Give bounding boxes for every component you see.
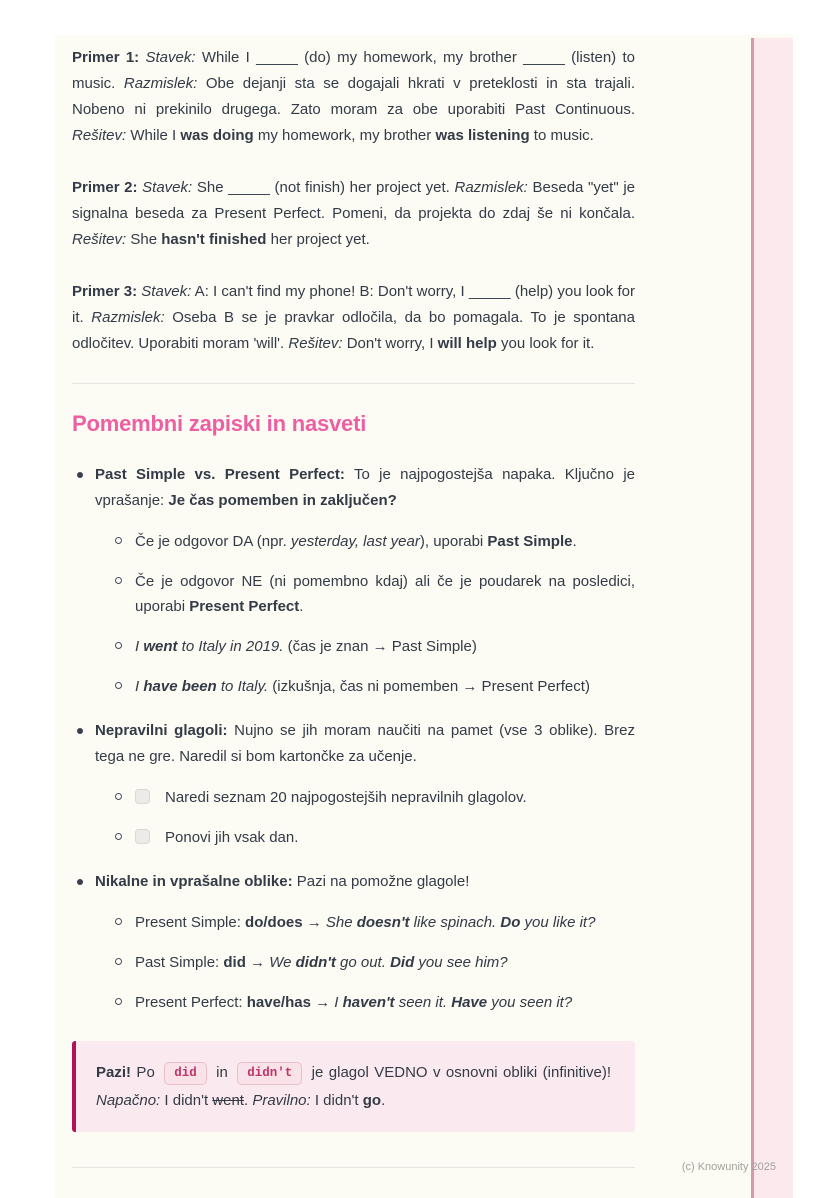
text-segment: Did (390, 954, 415, 971)
text-segment: To je najpogostejša napaka. Ključno je vprašanje: (95, 466, 635, 509)
circle-bullet-icon (115, 682, 122, 689)
text-segment: Stavek: (145, 49, 196, 66)
sub-list-item (95, 910, 635, 935)
text-segment: A: I can't find my phone! B: Don't worry, I _____ (help) you look for it. (72, 283, 635, 326)
code-chip: didn't (237, 1062, 302, 1085)
sub-list-item-text (135, 569, 635, 619)
example-paragraph-2 (72, 175, 635, 253)
sub-list-item-text (135, 634, 635, 659)
list-item-irregular-verbs (72, 718, 635, 850)
text-segment: Past Simple vs. Present Perfect: (95, 466, 345, 483)
sub-list-item-text (135, 674, 635, 699)
text-segment: Do (500, 914, 521, 931)
text-segment: to Italy. (216, 678, 269, 695)
sub-list (95, 529, 635, 699)
circle-bullet-icon (115, 833, 122, 840)
text-segment: Napačno: (96, 1092, 161, 1109)
bullet-icon (77, 472, 83, 478)
sub-list-item (95, 634, 635, 659)
text-segment: Present Perfect: (135, 994, 247, 1011)
text-segment: Don't worry, I (342, 335, 438, 352)
text-segment: Stavek: (141, 283, 192, 300)
text-segment: you like it? (520, 914, 596, 931)
text-segment: you look for it. (496, 335, 595, 352)
text-segment: Pravilno: (252, 1092, 311, 1109)
text-segment: Nepravilni glagoli: (95, 722, 228, 739)
text-segment: Nujno se jih moram naučiti na pamet (vse 3 oblike). Brez tega ne gre. Naredil si bom kartončke za učenje. (95, 722, 635, 765)
text-segment: Primer 1: (72, 49, 140, 66)
text-segment: ), uporabi (419, 533, 488, 550)
text-segment: Razmislek: (454, 179, 528, 196)
text-segment: to Italy in 2019. (177, 638, 284, 655)
text-segment: doesn't (356, 914, 410, 931)
text-segment: . (381, 1092, 386, 1109)
text-segment: go out. (335, 954, 391, 971)
text-segment: went (212, 1092, 244, 1109)
text-segment: (čas je znan → Past Simple) (283, 638, 477, 655)
text-segment: Past Simple: (135, 954, 224, 971)
text-segment: Present Simple: (135, 914, 246, 931)
document-page (55, 35, 793, 1198)
text-segment: I didn't (160, 1092, 213, 1109)
list-item-tense-comparison (72, 462, 635, 699)
text-segment: was doing (180, 127, 254, 144)
footer (72, 1160, 776, 1198)
bullet-icon (77, 728, 83, 734)
text-segment: Pazi! (96, 1064, 132, 1081)
checkbox[interactable] (135, 829, 150, 844)
text-segment: Beseda "yet" je signalna beseda za Present Perfect. Pomeni, da projekta do zdaj še ni končala. (72, 179, 635, 222)
text-segment: Rešitev: (288, 335, 343, 352)
text-segment: I (334, 994, 343, 1011)
text-segment: I (135, 678, 144, 695)
todo-item (95, 785, 635, 810)
circle-bullet-icon (115, 793, 122, 800)
text-segment: Primer 3: (72, 283, 138, 300)
text-segment: We (269, 954, 296, 971)
section-title: Pomembni zapiski in nasveti (72, 411, 367, 436)
sub-list-item (95, 529, 635, 554)
text-segment: go (362, 1092, 382, 1109)
example-paragraph-1 (72, 45, 635, 149)
text-segment: did (223, 954, 246, 971)
text-segment: . (243, 1092, 253, 1109)
document-content (55, 35, 793, 1198)
text-segment: yesterday, last year (290, 533, 420, 550)
circle-bullet-icon (115, 577, 122, 584)
text-segment: Po (131, 1064, 161, 1081)
todo-item-text (165, 785, 635, 810)
text-segment: didn't (295, 954, 336, 971)
text-segment: je glagol VEDNO v osnovni obliki (infinitive)! (306, 1064, 611, 1081)
sub-list-item-text (135, 910, 635, 935)
text-segment: Naredi seznam 20 najpogostejših nepravilnih glagolov. (165, 789, 527, 806)
todo-item (95, 825, 635, 850)
section-divider (72, 383, 635, 384)
text-segment: Obe dejanji sta se dogajali hkrati v preteklosti in sta trajali. Nobeno ni prekinilo drugega. Zato moram za obe uporabiti Past Continuous. (72, 75, 635, 118)
circle-bullet-icon (115, 958, 122, 965)
callout-warning (72, 1041, 635, 1132)
text-segment: was listening (435, 127, 530, 144)
text-segment: Primer 2: (72, 179, 138, 196)
sub-list-item (95, 569, 635, 619)
sub-list-item (95, 674, 635, 699)
text-segment: you see him? (414, 954, 508, 971)
text-segment: (izkušnja, čas ni pomemben → Present Perfect) (268, 678, 590, 695)
callout-text (96, 1059, 611, 1115)
todo-item-text (165, 825, 635, 850)
sub-list (95, 785, 635, 850)
circle-bullet-icon (115, 998, 122, 1005)
text-segment: my homework, my brother (253, 127, 436, 144)
text-segment: She (126, 231, 162, 248)
text-segment: will help (437, 335, 497, 352)
text-segment: like spinach. (409, 914, 501, 931)
circle-bullet-icon (115, 918, 122, 925)
text-segment: Have (451, 994, 488, 1011)
text-segment: Če je odgovor NE (ni pomembno kdaj) ali če je poudarek na posledici, uporabi (135, 573, 635, 615)
example-paragraph-3 (72, 279, 635, 357)
list-item-text (95, 869, 635, 895)
text-segment: → (310, 994, 335, 1011)
text-segment: Razmislek: (123, 75, 198, 92)
text-segment: have/has (246, 994, 311, 1011)
text-segment: Je čas pomemben in zaključen? (168, 492, 397, 509)
text-segment: do/does (245, 914, 303, 931)
text-segment: Če je odgovor DA (npr. (135, 533, 291, 550)
list-item-text (95, 462, 635, 514)
sub-list-item-text (135, 950, 635, 975)
text-segment: Oseba B se je pravkar odločila, da bo pomagala. To je spontana odločitev. Uporabiti moram 'will'. (72, 309, 635, 352)
text-segment: → (302, 914, 326, 931)
notes-list (72, 462, 635, 1015)
text-segment: She _____ (not finish) her project yet. (192, 179, 455, 196)
bullet-icon (77, 879, 83, 885)
code-chip: did (164, 1062, 207, 1085)
circle-bullet-icon (115, 537, 122, 544)
sub-list-item (95, 950, 635, 975)
text-segment: Past Simple (487, 533, 573, 550)
text-segment: While I (126, 127, 181, 144)
text-segment: her project yet. (266, 231, 370, 248)
sub-list (95, 910, 635, 1015)
text-segment: seen it. (394, 994, 452, 1011)
text-segment: Ponovi jih vsak dan. (165, 829, 299, 846)
text-segment: in (210, 1064, 234, 1081)
text-segment: She (325, 914, 357, 931)
copyright-text: (c) Knowunity 2025 (681, 1161, 776, 1173)
text-segment: I (135, 638, 144, 655)
text-segment: . (299, 598, 304, 615)
text-segment: While I _____ (do) my homework, my brother _____ (listen) to music. (72, 49, 635, 92)
text-segment: to music. (529, 127, 594, 144)
text-segment: Rešitev: (72, 127, 127, 144)
text-segment: Nikalne in vprašalne oblike: (95, 873, 293, 890)
text-segment: Razmislek: (91, 309, 165, 326)
text-segment: Rešitev: (72, 231, 127, 248)
text-segment: went (143, 638, 178, 655)
text-segment: Present Perfect (189, 598, 300, 615)
list-item-negatives-questions (72, 869, 635, 1015)
sub-list-item-text (135, 529, 635, 554)
sub-list-item-text (135, 990, 635, 1015)
footer-divider (72, 1167, 635, 1168)
text-segment: → (245, 954, 270, 971)
checkbox[interactable] (135, 789, 150, 804)
text-segment: I didn't (310, 1092, 363, 1109)
text-segment: you seen it? (487, 994, 573, 1011)
text-segment: have been (143, 678, 217, 695)
text-segment: haven't (342, 994, 395, 1011)
text-segment: . (572, 533, 577, 550)
circle-bullet-icon (115, 642, 122, 649)
list-item-text (95, 718, 635, 770)
sub-list-item (95, 990, 635, 1015)
text-segment: hasn't finished (161, 231, 267, 248)
text-segment: Pazi na pomožne glagole! (292, 873, 470, 890)
text-segment: Stavek: (142, 179, 193, 196)
